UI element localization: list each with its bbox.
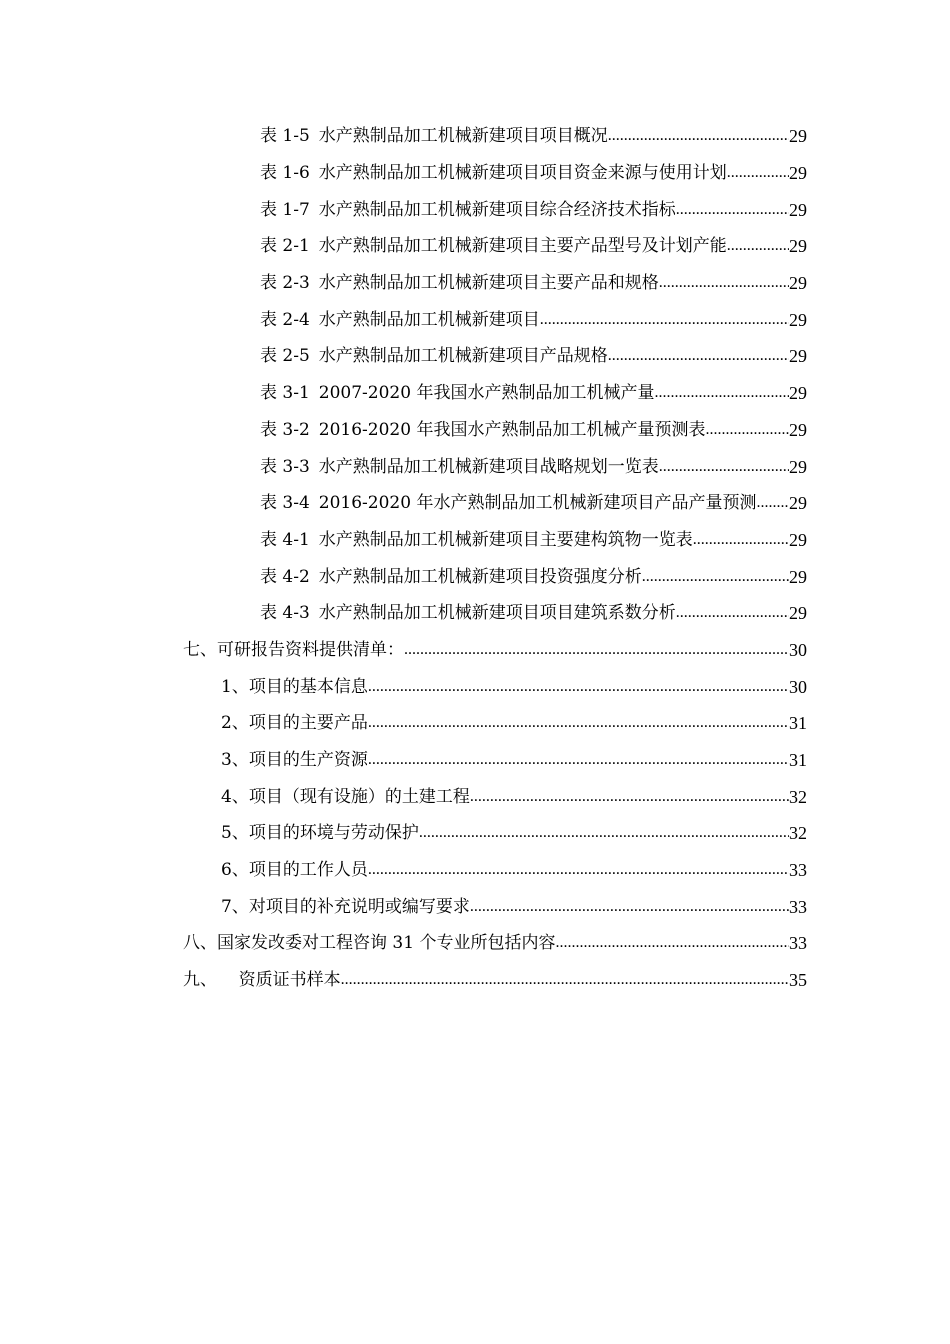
toc-entry-title: 5、项目的环境与劳动保护 (221, 823, 419, 844)
toc-entry-number: 表 2-1 (260, 236, 310, 257)
toc-entry-page: 31 (789, 713, 807, 734)
toc-entry-number: 表 3-2 (260, 419, 310, 440)
toc-entry-label (260, 529, 693, 551)
dot-leader (727, 162, 789, 184)
toc-entry-number: 表 2-5 (260, 346, 310, 367)
toc-entry-number: 表 2-4 (260, 309, 310, 330)
toc-entry-label (260, 162, 727, 184)
toc-entry-title: 2016-2020 年我国水产熟制品加工机械产量预测表 (318, 419, 706, 440)
dot-leader (404, 639, 789, 661)
dot-leader (676, 199, 789, 221)
toc-entry-table-1-7[interactable] (260, 191, 807, 228)
toc-entry-title: 3、项目的生产资源 (221, 750, 368, 771)
dot-leader (555, 932, 789, 954)
toc-entry-title: 2016-2020 年水产熟制品加工机械新建项目产品产量预测 (318, 493, 757, 514)
toc-entry-7-5[interactable] (221, 815, 807, 852)
toc-entry-table-3-2[interactable] (260, 412, 807, 449)
toc-entry-title: 九、 资质证书样本 (183, 970, 341, 991)
toc-entry-7-4[interactable] (221, 778, 807, 815)
toc-entry-page: 30 (789, 639, 807, 660)
dot-leader (470, 896, 789, 918)
dot-leader (368, 859, 789, 881)
toc-entry-page: 29 (789, 529, 807, 550)
dot-leader (705, 419, 789, 441)
toc-entry-page: 29 (789, 126, 807, 147)
dot-leader (659, 272, 789, 294)
toc-entry-title: 七、可研报告资料提供清单： (183, 639, 404, 660)
toc-entry-title: 水产熟制品加工机械新建项目产品规格 (318, 346, 608, 367)
dot-leader (608, 345, 789, 367)
dot-leader (368, 676, 789, 698)
dot-leader (676, 602, 789, 624)
toc-entry-title: 水产熟制品加工机械新建项目战略规划一览表 (318, 456, 659, 477)
toc-entry-label (260, 345, 608, 367)
toc-entry-page: 32 (789, 823, 807, 844)
toc-entry-number: 表 1-5 (260, 126, 310, 147)
toc-entry-page: 29 (789, 309, 807, 330)
toc-entry-table-3-4[interactable] (260, 485, 807, 522)
toc-entry-number: 表 3-3 (260, 456, 310, 477)
dot-leader (756, 492, 789, 514)
dot-leader (659, 456, 789, 478)
dot-leader (419, 822, 789, 844)
toc-entry-table-2-4[interactable] (260, 301, 807, 338)
toc-entry-title: 八、国家发改委对工程咨询 31 个专业所包括内容 (183, 933, 556, 954)
toc-entry-number: 表 4-2 (260, 566, 310, 587)
toc-entry-label (260, 419, 705, 441)
dot-leader (540, 309, 789, 331)
toc-entry-title: 水产熟制品加工机械新建项目主要产品和规格 (318, 273, 659, 294)
toc-entry-section-7[interactable] (183, 632, 807, 669)
toc-entry-page: 33 (789, 896, 807, 917)
toc-entry-title: 2、项目的主要产品 (221, 713, 368, 734)
toc-entry-7-2[interactable] (221, 705, 807, 742)
toc-entry-table-4-3[interactable] (260, 595, 807, 632)
toc-entry-page: 29 (789, 273, 807, 294)
toc-entry-title: 7、对项目的补充说明或编写要求 (221, 896, 470, 917)
toc-entry-table-2-3[interactable] (260, 265, 807, 302)
toc-entry-page: 33 (789, 933, 807, 954)
dot-leader (470, 786, 789, 808)
toc-entry-table-2-5[interactable] (260, 338, 807, 375)
toc-entry-label (260, 199, 676, 221)
toc-entry-page: 29 (789, 566, 807, 587)
toc-entry-title: 6、项目的工作人员 (221, 860, 368, 881)
toc-entry-number: 表 4-1 (260, 529, 310, 550)
toc-entry-title: 水产熟制品加工机械新建项目项目资金来源与使用计划 (318, 163, 727, 184)
toc-entry-table-4-1[interactable] (260, 522, 807, 559)
toc-entry-label (260, 235, 727, 257)
toc-entry-label (260, 125, 608, 147)
toc-entry-title: 2007-2020 年我国水产熟制品加工机械产量 (318, 383, 655, 404)
dot-leader (368, 712, 789, 734)
toc-entry-title: 水产熟制品加工机械新建项目综合经济技术指标 (318, 199, 676, 220)
toc-entry-title: 水产熟制品加工机械新建项目主要建构筑物一览表 (318, 529, 693, 550)
toc-entry-number: 表 3-1 (260, 383, 310, 404)
dot-leader (341, 969, 789, 991)
toc-entry-number: 表 1-7 (260, 199, 310, 220)
toc-entry-page: 29 (789, 236, 807, 257)
toc-entry-label (260, 309, 540, 331)
toc-entry-number: 表 3-4 (260, 493, 310, 514)
toc-entry-number: 表 4-3 (260, 603, 310, 624)
toc-entry-title: 水产熟制品加工机械新建项目项目概况 (318, 126, 608, 147)
toc-entry-table-4-2[interactable] (260, 558, 807, 595)
toc-entry-page: 29 (789, 163, 807, 184)
toc-entry-title: 4、项目（现有设施）的土建工程 (221, 786, 470, 807)
toc-entry-table-2-1[interactable] (260, 228, 807, 265)
toc-entry-label (260, 382, 654, 404)
toc-entry-7-1[interactable] (221, 668, 807, 705)
toc-entry-page: 32 (789, 786, 807, 807)
toc-entry-table-1-5[interactable] (260, 118, 807, 155)
toc-entry-page: 29 (789, 456, 807, 477)
toc-entry-label (260, 456, 659, 478)
dot-leader (608, 125, 789, 147)
toc-entry-page: 30 (789, 676, 807, 697)
toc-entry-page: 29 (789, 346, 807, 367)
toc-entry-label (260, 602, 676, 624)
dot-leader (727, 235, 789, 257)
toc-entry-7-6[interactable] (221, 852, 807, 889)
toc-entry-7-3[interactable] (221, 742, 807, 779)
toc-entry-title: 水产熟制品加工机械新建项目主要产品型号及计划产能 (318, 236, 727, 257)
dot-leader (654, 382, 789, 404)
toc-entry-7-7[interactable] (221, 888, 807, 925)
toc-entry-page: 29 (789, 603, 807, 624)
toc-entry-section-8[interactable] (183, 925, 807, 962)
toc-entry-section-9[interactable] (183, 962, 807, 999)
toc-entry-title: 水产熟制品加工机械新建项目 (318, 309, 540, 330)
toc-entry-title: 水产熟制品加工机械新建项目投资强度分析 (318, 566, 642, 587)
dot-leader (642, 566, 789, 588)
toc-entry-number: 表 2-3 (260, 273, 310, 294)
toc-entry-page: 29 (789, 493, 807, 514)
toc-entry-page: 29 (789, 419, 807, 440)
toc-entry-page: 33 (789, 860, 807, 881)
dot-leader (693, 529, 789, 551)
toc-entry-table-3-3[interactable] (260, 448, 807, 485)
toc-entry-page: 29 (789, 383, 807, 404)
toc-entry-title: 水产熟制品加工机械新建项目项目建筑系数分析 (318, 603, 676, 624)
toc-entry-page: 35 (789, 970, 807, 991)
toc-entry-label (260, 492, 756, 514)
toc-entry-page: 31 (789, 750, 807, 771)
toc-entry-number: 表 1-6 (260, 163, 310, 184)
toc-entry-table-1-6[interactable] (260, 155, 807, 192)
toc-entry-label (260, 272, 659, 294)
dot-leader (368, 749, 789, 771)
toc-entry-label (260, 566, 642, 588)
table-of-contents (0, 118, 950, 999)
toc-entry-table-3-1[interactable] (260, 375, 807, 412)
toc-entry-page: 29 (789, 199, 807, 220)
toc-entry-title: 1、项目的基本信息 (221, 676, 368, 697)
